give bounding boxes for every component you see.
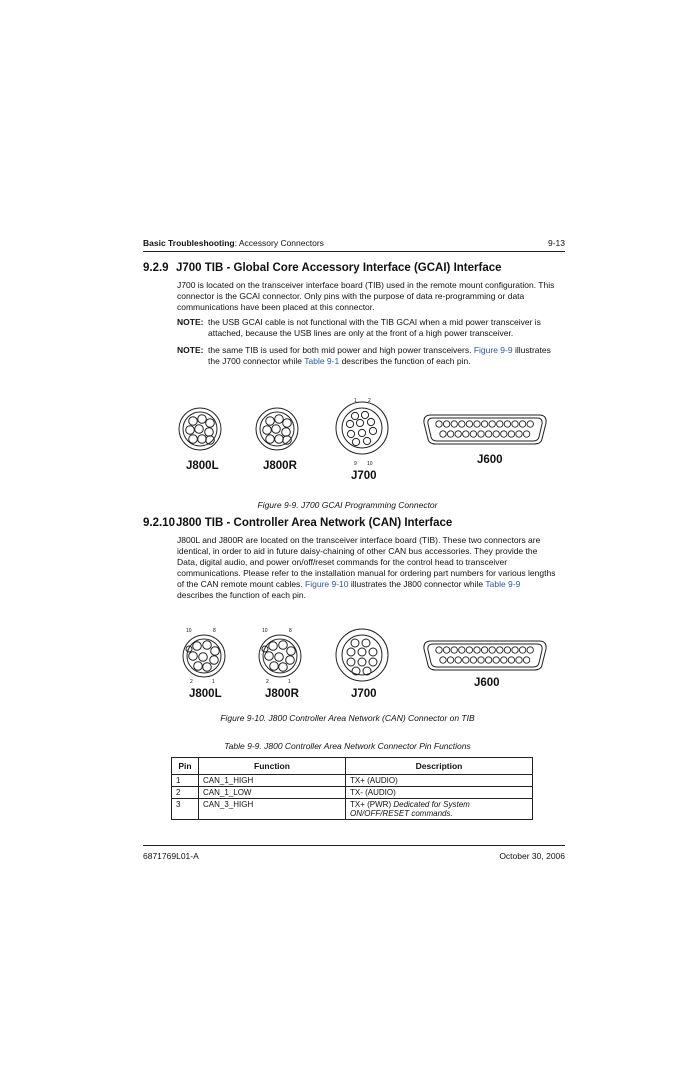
table-9-9-title: Table 9-9. J800 Controller Area Network Connector Pin Functions — [224, 741, 471, 751]
figure-9-10-caption: Figure 9-10. J800 Controller Area Network (CAN) Connector on TIB — [220, 713, 475, 723]
section-9210-paragraph — [177, 535, 569, 601]
pin-label: 2 — [368, 398, 371, 404]
connector-label: J800R — [263, 460, 297, 472]
j600-pin — [516, 431, 522, 437]
section-929-paragraph — [177, 280, 569, 313]
para-line: identical, in order to aid in future daisy-chaining of other CAN bus accessories. They provide the — [177, 546, 538, 556]
pin-label: 9 — [354, 461, 357, 467]
connector-label: J700 — [351, 688, 377, 700]
j600-pin — [440, 657, 446, 663]
j600-pin — [470, 657, 476, 663]
j800r-connector-icon — [256, 408, 298, 450]
table-9-1-link[interactable]: Table 9-1 — [304, 356, 340, 366]
connector-label: J800L — [186, 460, 219, 472]
j600-pin — [504, 647, 510, 653]
j600-pin — [447, 657, 453, 663]
j600-pin — [443, 421, 449, 427]
note-text: describes the function of each pin. — [339, 356, 471, 366]
pin-label: 1 — [288, 679, 291, 685]
j600-pin — [466, 421, 472, 427]
j700-connector-diagram — [143, 393, 565, 488]
figure-9-10 — [143, 622, 565, 702]
connector-label: J600 — [474, 677, 500, 689]
connector-label: J800R — [265, 688, 299, 700]
pin-label: 10 — [262, 628, 268, 634]
j600-pin — [493, 431, 499, 437]
figure-9-10-link[interactable]: Figure 9-10 — [305, 579, 349, 589]
description-cell: TX- (AUDIO) — [346, 787, 533, 799]
note-line: the USB GCAI cable is not functional with the TIB GCAI when a mid power transceiver is — [208, 317, 541, 327]
description-cell: TX+ (AUDIO) — [346, 775, 533, 787]
section-title: J800 TIB - Controller Area Network (CAN) Interface — [176, 517, 453, 529]
j600-pin — [459, 421, 465, 427]
section-number: 9.2.10 — [143, 517, 175, 529]
section-heading-929 — [143, 262, 502, 274]
note-label: NOTE: — [177, 345, 204, 355]
note-tib — [177, 345, 569, 367]
note-line: attached, because the USB lines are only at the front of a high power transceiver. — [208, 328, 514, 338]
j800l-connector-icon — [183, 635, 225, 677]
section-title: J700 TIB - Global Core Accessory Interface (GCAI) Interface — [176, 262, 502, 274]
j600-pin — [478, 657, 484, 663]
pin-label: 10 — [186, 628, 192, 634]
para-line: Data, digital audio, and power on/off/reset commands for the control head to transceiver — [177, 557, 508, 567]
para-text: illustrates the J800 connector while — [348, 579, 486, 589]
figure-9-9 — [143, 393, 565, 488]
para-line: J800L and J800R are located on the transceiver interface board (TIB). These two connectors are — [177, 535, 541, 545]
header-rule — [143, 251, 565, 252]
j600-pin — [485, 657, 491, 663]
j600-pin — [470, 431, 476, 437]
description-note: Dedicated for System ON/OFF/RESET commands. — [350, 800, 470, 818]
j700-connector-icon — [336, 629, 388, 681]
pin-label: 2 — [266, 679, 269, 685]
j600-pin — [519, 647, 525, 653]
j600-pin — [466, 647, 472, 653]
j600-pin — [474, 647, 480, 653]
j600-pin — [485, 431, 491, 437]
j600-pin — [481, 647, 487, 653]
page-number: 9-13 — [547, 238, 565, 248]
page-footer — [143, 851, 565, 861]
pin-function-table — [171, 757, 533, 820]
header-section: Basic Troubleshooting — [143, 238, 235, 248]
j800r-connector-icon — [259, 635, 301, 677]
para-text: of the CAN remote mount cables. — [177, 579, 306, 589]
note-text: the same TIB is used for both mid power and high power transceivers. — [208, 345, 474, 355]
j600-pin — [519, 421, 525, 427]
section-number: 9.2.9 — [143, 262, 169, 274]
function-cell: CAN_1_HIGH — [199, 775, 346, 787]
j600-pin — [523, 657, 529, 663]
j600-pin — [527, 421, 533, 427]
j600-pin — [443, 647, 449, 653]
pin-label: 8 — [289, 628, 292, 634]
column-header: Pin — [172, 758, 199, 775]
j600-pin — [440, 431, 446, 437]
figure-9-9-caption: Figure 9-9. J700 GCAI Programming Connector — [257, 500, 438, 510]
j600-connector-icon — [424, 415, 546, 444]
j600-pin — [436, 647, 442, 653]
pin-cell: 3 — [172, 799, 199, 820]
j600-pin — [436, 421, 442, 427]
j600-pin — [523, 431, 529, 437]
table-row — [172, 787, 533, 799]
table-9-9-link[interactable]: Table 9-9 — [485, 579, 521, 589]
j600-pin — [504, 421, 510, 427]
note-text: the J700 connector while — [208, 356, 305, 366]
table-row — [172, 775, 533, 787]
description-cell — [346, 799, 533, 820]
j600-pin — [489, 421, 495, 427]
j600-pin — [451, 421, 457, 427]
j600-connector-icon — [424, 641, 546, 670]
para-line: J700 is located on the transceiver interface board (TIB) used in the remote mount configuration. This — [177, 280, 555, 290]
j600-pin — [451, 647, 457, 653]
j600-pin — [447, 431, 453, 437]
para-line: communications. Please refer to the installation manual for ordering part numbers for various lengths — [177, 568, 556, 578]
note-text: illustrates — [512, 345, 551, 355]
para-line: connector is the GCAI connector. Only pins with the purpose of data re-programming or data — [177, 291, 525, 301]
j800-connector-diagram — [143, 622, 565, 702]
section-heading-9210 — [143, 517, 452, 529]
column-header: Description — [346, 758, 533, 775]
j600-pin — [489, 647, 495, 653]
connector-label: J800L — [189, 688, 222, 700]
j600-pin — [501, 431, 507, 437]
para-line: describes the function of each pin. — [177, 590, 306, 600]
figure-9-9-link[interactable]: Figure 9-9 — [473, 345, 513, 355]
j700-connector-icon — [336, 402, 388, 454]
para-line: communications have been placed at this connector. — [177, 302, 375, 312]
j600-pin — [516, 657, 522, 663]
note-usb — [177, 317, 569, 339]
j600-pin — [463, 431, 469, 437]
j600-pin — [501, 657, 507, 663]
j600-pin — [463, 657, 469, 663]
j600-pin — [508, 657, 514, 663]
j600-pin — [512, 647, 518, 653]
note-label: NOTE: — [177, 317, 204, 327]
function-cell: CAN_1_LOW — [199, 787, 346, 799]
connector-label: J600 — [477, 454, 503, 466]
header-subsection: : Accessory Connectors — [234, 238, 324, 248]
column-header: Function — [199, 758, 346, 775]
pin-cell: 1 — [172, 775, 199, 787]
document-date: October 30, 2006 — [499, 851, 565, 861]
pin-label: 8 — [213, 628, 216, 634]
j600-pin — [512, 421, 518, 427]
j600-pin — [481, 421, 487, 427]
j600-pin — [508, 431, 514, 437]
j600-pin — [459, 647, 465, 653]
footer-rule — [143, 845, 565, 846]
table-row — [172, 799, 533, 820]
table-header-row — [172, 758, 533, 775]
connector-label: J700 — [351, 470, 377, 482]
pin-label: 1 — [212, 679, 215, 685]
j600-pin — [527, 647, 533, 653]
pin-cell: 2 — [172, 787, 199, 799]
j600-pin — [497, 647, 503, 653]
description-text: TX+ (PWR) — [350, 800, 394, 809]
j600-pin — [474, 421, 480, 427]
running-header — [143, 238, 565, 248]
j600-pin — [455, 657, 461, 663]
document-number: 6871769L01-A — [143, 851, 199, 861]
j600-pin — [497, 421, 503, 427]
j800l-connector-icon — [179, 408, 221, 450]
j600-pin — [478, 431, 484, 437]
j600-pin — [493, 657, 499, 663]
j600-pin — [455, 431, 461, 437]
function-cell: CAN_3_HIGH — [199, 799, 346, 820]
pin-label: 10 — [367, 461, 373, 467]
pin-label: 1 — [354, 398, 357, 404]
pin-label: 2 — [190, 679, 193, 685]
